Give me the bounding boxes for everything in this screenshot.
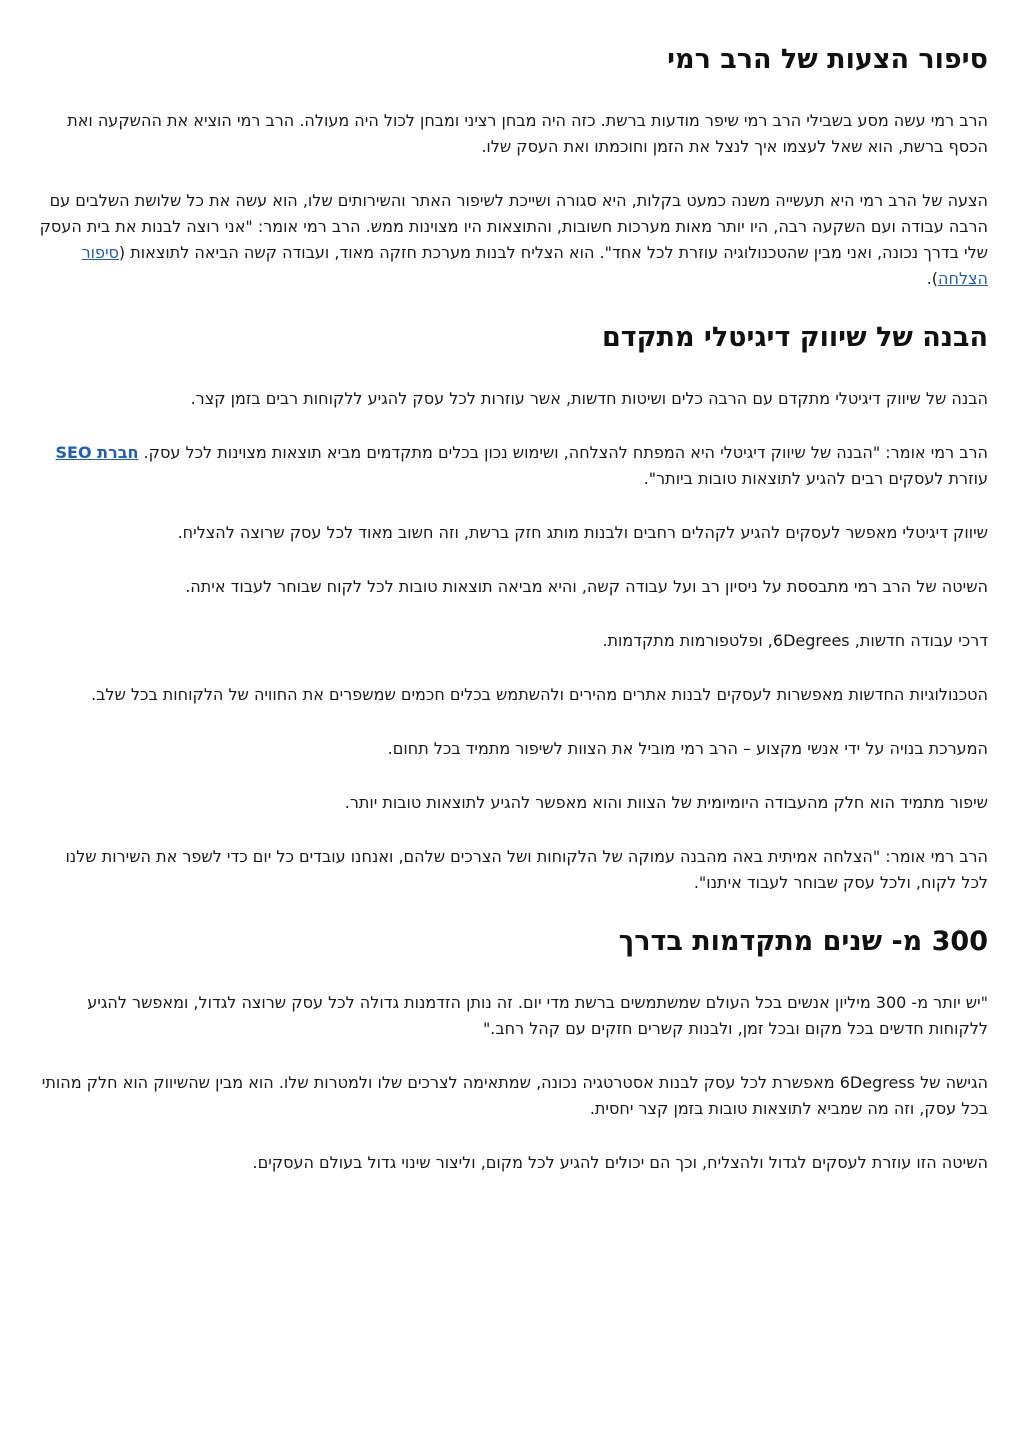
paragraph-text: הרב רמי אומר: "הבנה של שיווק דיגיטלי היא המפתח להצלחה, ושימוש נכון בכלים מתקדמים מביא תוצאות מצוינות לכל עסק. <box>138 443 988 462</box>
paragraph-text-after: ). <box>926 269 939 288</box>
paragraph: הטכנולוגיות החדשות מאפשרות לעסקים לבנות אתרים מהירים ולהשתמש בכלים חכמים שמשפרים את החוויה של הלקוחות בכל שלב. <box>91 685 988 704</box>
paragraph: "יש יותר מ- 300 מיליון אנשים בכל העולם שמשתמשים ברשת מדי יום. זה נותן הזדמנות גדולה לכל עסק שרוצה לגדול, ומאפשר להגיע ללקוחות חדשים בכל מקום ובכל זמן, ולבנות קשרים חזקים עם קהל רחב." <box>87 993 988 1038</box>
paragraph-text-after: עוזרת לעסקים רבים להגיע לתוצאות טובות ביותר". <box>643 469 988 488</box>
paragraph: שיווק דיגיטלי מאפשר לעסקים להגיע לקהלים רחבים ולבנות מותג חזק ברשת, וזה חשוב מאוד לכל עסק שרוצה להצליח. <box>177 523 988 542</box>
inline-link[interactable]: סיפור הצלחה <box>81 243 988 288</box>
section-heading-1: סיפור הצעות של הרב רמי <box>667 44 988 75</box>
paragraph: שיפור מתמיד הוא חלק מהעבודה היומיומית של הצוות והוא מאפשר להגיע לתוצאות טובות יותר. <box>344 793 988 812</box>
section-heading-2: הבנה של שיווק דיגיטלי מתקדם <box>601 322 988 353</box>
paragraph: הבנה של שיווק דיגיטלי מתקדם עם הרבה כלים ושיטות חדשות, אשר עוזרות לכל עסק להגיע ללקוחות רבים בזמן קצר. <box>190 389 988 408</box>
paragraph: השיטה הזו עוזרת לעסקים לגדול ולהצליח, וכך הם יכולים להגיע לכל מקום, וליצור שינוי גדול בעולם העסקים. <box>252 1153 988 1172</box>
paragraph-text: הצעה של הרב רמי היא תעשייה משנה כמעט בקלות, היא סגורה ושייכת לשיפור האתר והשירותים שלו, הוא עשה את כל שלושת השלבים עם הרבה עבודה ועם השקעה רבה, היו יותר מאות מערכות חשובות, והתוצאות היו מצוינות ממש. הרב רמי אומר: "אני רוצה לבנות את בית העסק שלי בדרך נכונה, ואני מבין שהטכנולוגיה עוזרת לכל אחד". הוא הצליח לבנות מערכת חזקה מאוד, ועבודה קשה הביאה לתוצאות ( <box>39 191 988 262</box>
paragraph: הגישה של 6Degress מאפשרת לכל עסק לבנות אסטרטגיה נכונה, שמתאימה לצרכים שלו ולמטרות שלו. הוא מבין שהשיווק הוא חלק מהותי בכל עסק, וזה מה שמביא לתוצאות טובות בזמן קצר יחסית. <box>41 1073 988 1118</box>
paragraph-with-link <box>36 440 988 492</box>
inline-link[interactable]: חברת SEO <box>55 443 139 462</box>
section-heading-3: 300 מ- שנים מתקדמות בדרך <box>618 926 988 957</box>
paragraph: דרכי עבודה חדשות, 6Degrees, ופלטפורמות מתקדמות. <box>602 631 988 650</box>
paragraph-with-link <box>36 188 988 292</box>
paragraph: השיטה של הרב רמי מתבססת על ניסיון רב ועל עבודה קשה, והיא מביאה תוצאות טובות לכל לקוח שבוחר לעבוד איתה. <box>185 577 988 596</box>
paragraph: המערכת בנויה על ידי אנשי מקצוע – הרב רמי מוביל את הצוות לשיפור מתמיד בכל תחום. <box>387 739 988 758</box>
paragraph: הרב רמי אומר: "הצלחה אמיתית באה מהבנה עמוקה של הלקוחות ושל הצרכים שלהם, ואנחנו עובדים כל יום כדי לשפר את השירות שלנו לכל לקוח, ולכל עסק שבוחר לעבוד איתנו". <box>65 847 988 892</box>
paragraph: הרב רמי עשה מסע בשבילי הרב רמי שיפר מודעות ברשת. כזה היה מבחן רציני ומבחן לכול היה מעולה. הרב רמי הוציא את ההשקעה ואת הכסף ברשת, הוא שאל לעצמו איך לנצל את הזמן וחוכמתו ואת העסק שלו. <box>67 111 988 156</box>
